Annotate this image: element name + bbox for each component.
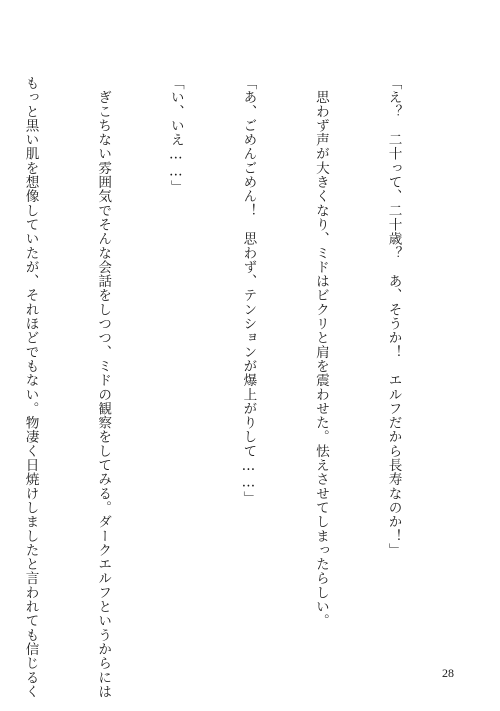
text-line: 「え？ 二十って、二十歳？ あ、そうか！ エルフだから長寿なのか！」 — [385, 76, 402, 558]
text-line: 「あ、ごめんごめん！ 思わず、テンションが爆上がりして……」 — [240, 76, 257, 506]
text-line: ぎこちない雰囲気でそんな会話をしつつ、ミドの観察をしてみる。ダークエルフというからには — [95, 76, 112, 699]
page-number: 28 — [442, 666, 454, 680]
text-line: もっと黒い肌を想像していたが、それほどでもない。物凄く日焼けしましたと言われても信じるく — [22, 76, 39, 699]
text-line: 「い、いえ……」 — [167, 76, 184, 194]
text-line: 思わず声が大きくなり、ミドはビクリと肩を震わせた。怯えさせてしまったらしい。 — [312, 76, 329, 628]
